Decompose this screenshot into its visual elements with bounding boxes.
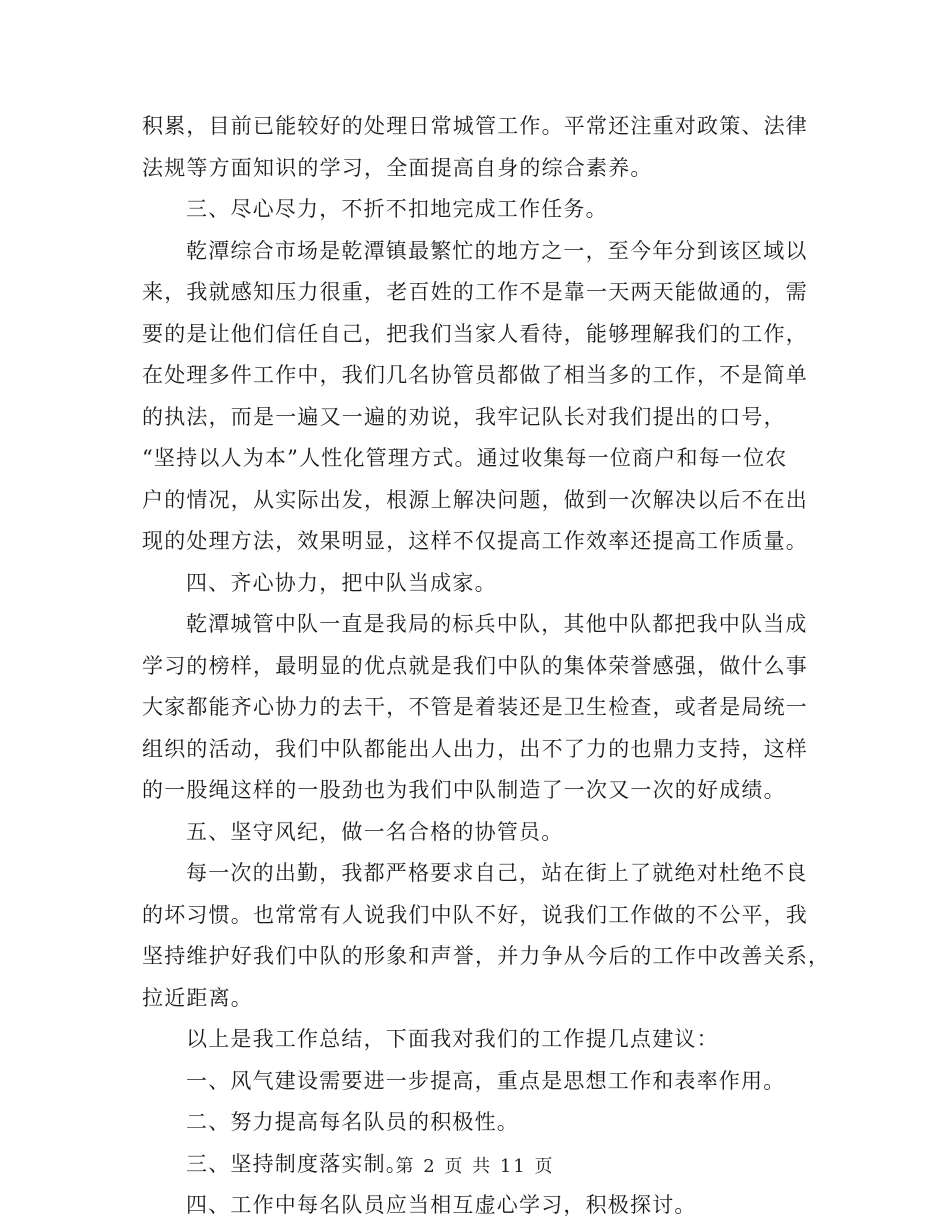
text-line: 四、齐心协力，把中队当成家。	[186, 570, 497, 595]
text-line: 三、尽心尽力，不折不扣地完成工作任务。	[186, 197, 608, 221]
text-line: 拉近距离。	[142, 985, 253, 1010]
text-line: 三、坚持制度落实制。	[186, 1151, 408, 1176]
text-line: 二、努力提高每名队员的积极性。	[186, 1110, 519, 1134]
text-line: “坚持以人为本”人性化管理方式。通过收集每一位商户和每一位农	[142, 446, 788, 470]
text-line: 来，我就感知压力很重，老百姓的工作不是靠一天两天能做通的，需	[142, 280, 808, 304]
text-line: 组织的活动，我们中队都能出人出力，出不了力的也鼎力支持，这样	[142, 736, 808, 761]
text-line: 大家都能齐心协力的去干，不管是着装还是卫生检查，或者是局统一	[142, 695, 808, 719]
text-line: 五、坚守风纪，做一名合格的协管员。	[186, 819, 564, 844]
text-line: 以上是我工作总结，下面我对我们的工作提几点建议：	[186, 1027, 719, 1051]
text-line: 坚持维护好我们中队的形象和声誉，并力争从今后的工作中改善关系，	[142, 944, 831, 968]
text-line: 法规等方面知识的学习，全面提高自身的综合素养。	[142, 155, 653, 180]
text-line: 积累，目前已能较好的处理日常城管工作。平常还注重对政策、法律	[142, 114, 808, 138]
text-line: 乾潭城管中队一直是我局的标兵中队，其他中队都把我中队当成	[186, 612, 808, 636]
text-line: 在处理多件工作中，我们几名协管员都做了相当多的工作，不是简单	[142, 363, 808, 387]
text-line: 学习的榜样，最明显的优点就是我们中队的集体荣誉感强，做什么事	[142, 653, 808, 678]
text-line: 四、工作中每名队员应当相互虚心学习，积极探讨。	[186, 1193, 697, 1217]
text-line: 现的处理方法，效果明显，这样不仅提高工作效率还提高工作质量。	[142, 529, 808, 553]
text-line: 乾潭综合市场是乾潭镇最繁忙的地方之一，至今年分到该区域以	[186, 238, 808, 263]
text-line: 的执法，而是一遍又一遍的劝说，我牢记队长对我们提出的口号，	[142, 404, 786, 429]
text-line: 要的是让他们信任自己，把我们当家人看待，能够理解我们的工作，	[142, 321, 808, 346]
text-line: 户的情况，从实际出发，根源上解决问题，做到一次解决以后不在出	[142, 487, 808, 512]
body-text	[142, 106, 831, 1227]
page-number-footer: 第 2 页 共 11 页	[395, 1156, 555, 1177]
text-line: 每一次的出勤，我都严格要求自己，站在街上了就绝对杜绝不良	[186, 861, 808, 885]
text-line: 的一股绳这样的一股劲也为我们中队制造了一次又一次的好成绩。	[142, 778, 786, 802]
text-line: 一、风气建设需要进一步提高，重点是思想工作和表率作用。	[186, 1068, 786, 1093]
text-line: 的坏习惯。也常常有人说我们中队不好，说我们工作做的不公平，我	[142, 902, 808, 927]
